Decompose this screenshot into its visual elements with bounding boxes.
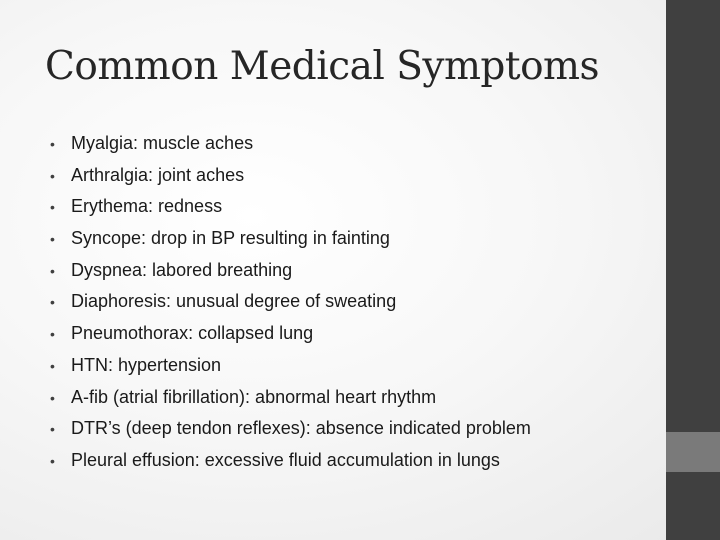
bullet-icon: • bbox=[50, 389, 55, 406]
bullet-icon: • bbox=[50, 452, 55, 469]
bullet-text: DTR’s (deep tendon reflexes): absence indicated problem bbox=[71, 418, 531, 439]
list-item bbox=[50, 445, 531, 477]
bullet-text: Pneumothorax: collapsed lung bbox=[71, 323, 314, 344]
list-item bbox=[50, 160, 531, 192]
bullet-text: Dyspnea: labored breathing bbox=[71, 259, 293, 280]
bullet-icon: • bbox=[50, 262, 55, 279]
bullet-text: A-fib (atrial fibrillation): abnormal heart rhythm bbox=[71, 386, 437, 407]
bullet-icon: • bbox=[50, 421, 55, 438]
slide-title: Common Medical Symptoms bbox=[45, 44, 600, 89]
bullet-icon: • bbox=[50, 357, 55, 374]
bullet-text: HTN: hypertension bbox=[71, 354, 222, 375]
list-item bbox=[50, 191, 531, 223]
bullet-icon: • bbox=[50, 326, 55, 343]
bullet-icon: • bbox=[50, 136, 55, 152]
bullet-icon: • bbox=[50, 199, 55, 216]
bullet-icon: • bbox=[50, 294, 55, 311]
list-item bbox=[50, 413, 531, 445]
bullet-icon: • bbox=[50, 167, 55, 184]
side-accent-block bbox=[666, 432, 720, 472]
bullet-text: Syncope: drop in BP resulting in fainting bbox=[71, 228, 390, 249]
list-item bbox=[50, 255, 531, 287]
bullet-list bbox=[50, 128, 531, 477]
bullet-text: Erythema: redness bbox=[71, 196, 223, 217]
list-item bbox=[50, 286, 531, 318]
list-item bbox=[50, 382, 531, 414]
bullet-text: Pleural effusion: excessive fluid accumulation in lungs bbox=[71, 449, 500, 470]
bullet-text: Diaphoresis: unusual degree of sweating bbox=[71, 291, 397, 312]
bullet-text: Myalgia: muscle aches bbox=[71, 133, 254, 153]
list-item bbox=[50, 223, 531, 255]
bullet-icon: • bbox=[50, 231, 55, 248]
list-item bbox=[50, 128, 531, 160]
list-item bbox=[50, 318, 531, 350]
bullet-text: Arthralgia: joint aches bbox=[71, 164, 245, 185]
list-item bbox=[50, 350, 531, 382]
